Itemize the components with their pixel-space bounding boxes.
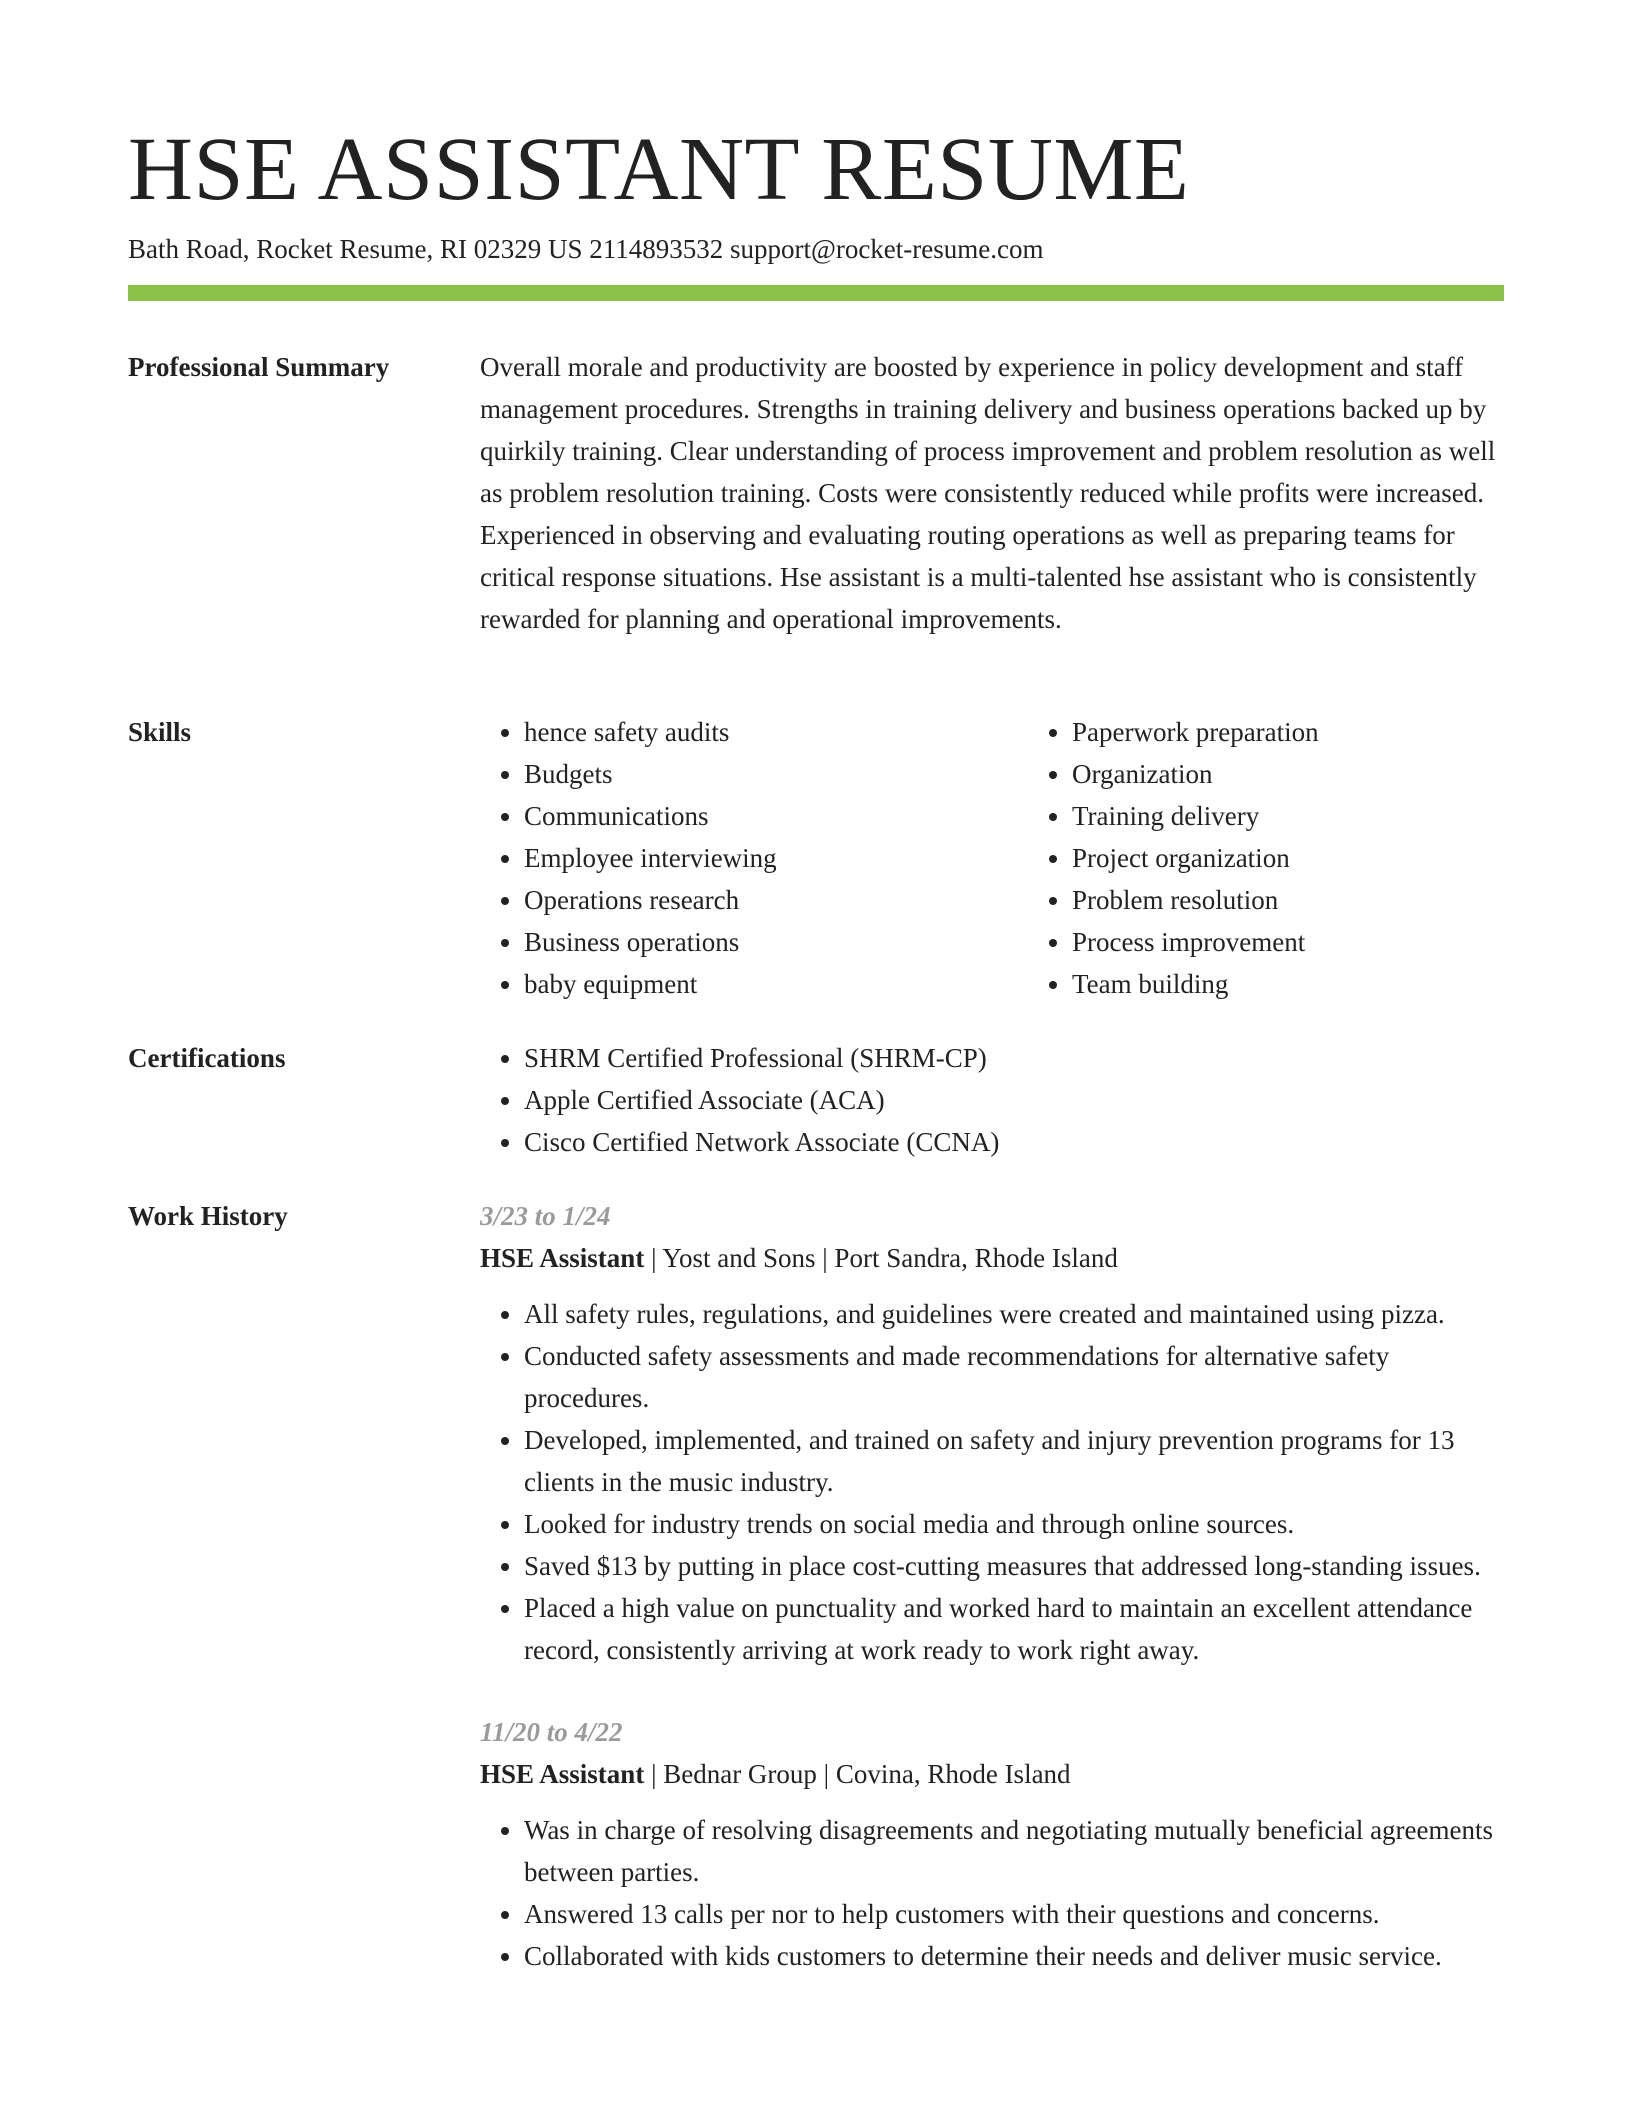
skill-item: • Communications bbox=[524, 795, 984, 837]
job-heading bbox=[480, 1753, 1504, 1795]
job-bullet: • Developed, implemented, and trained on safety and injury prevention programs for 13 clients in the music industry. bbox=[524, 1419, 1504, 1503]
skills-columns bbox=[480, 711, 1504, 1005]
skills-body bbox=[480, 711, 1504, 1005]
header-divider bbox=[128, 285, 1504, 301]
job-heading bbox=[480, 1237, 1504, 1279]
job-title: HSE Assistant bbox=[480, 1759, 645, 1789]
job-bullets bbox=[480, 1809, 1504, 1977]
skill-item: • Budgets bbox=[524, 753, 984, 795]
skill-item: • Employee interviewing bbox=[524, 837, 984, 879]
job-bullet: • Conducted safety assessments and made recommendations for alternative safety procedures. bbox=[524, 1335, 1504, 1419]
job-bullet: • Placed a high value on punctuality and worked hard to maintain an excellent attendance record, consistently arriving at work ready to work right away. bbox=[524, 1587, 1504, 1671]
skill-item: • Operations research bbox=[524, 879, 984, 921]
job-bullet: • Was in charge of resolving disagreements and negotiating mutually beneficial agreements between parties. bbox=[524, 1809, 1504, 1893]
skill-item: • Project organization bbox=[1072, 837, 1532, 879]
certifications-list bbox=[480, 1037, 1504, 1163]
job-title: HSE Assistant bbox=[480, 1243, 645, 1273]
certifications-label: Certifications bbox=[128, 1043, 286, 1073]
work-history-label: Work History bbox=[128, 1201, 288, 1231]
job-bullet: • Answered 13 calls per nor to help customers with their questions and concerns. bbox=[524, 1893, 1504, 1935]
resume-title: HSE ASSISTANT RESUME bbox=[128, 120, 1190, 219]
skill-item: • Organization bbox=[1072, 753, 1532, 795]
skills-list-left bbox=[480, 711, 984, 1005]
job-bullet: • Collaborated with kids customers to determine their needs and deliver music service. bbox=[524, 1935, 1504, 1977]
summary-label: Professional Summary bbox=[128, 352, 390, 382]
job-bullets bbox=[480, 1293, 1504, 1671]
skill-item: • Paperwork preparation bbox=[1072, 711, 1532, 753]
certification-item: • Cisco Certified Network Associate (CCNA) bbox=[524, 1121, 1504, 1163]
job-entry bbox=[480, 1711, 1504, 1977]
skill-item: • Training delivery bbox=[1072, 795, 1532, 837]
skill-item: • Business operations bbox=[524, 921, 984, 963]
job-details: | Yost and Sons | Port Sandra, Rhode Island bbox=[644, 1243, 1118, 1273]
certification-item: • Apple Certified Associate (ACA) bbox=[524, 1079, 1504, 1121]
job-dates: 3/23 to 1/24 bbox=[480, 1201, 611, 1231]
skill-item: • Problem resolution bbox=[1072, 879, 1532, 921]
job-bullet: • Looked for industry trends on social media and through online sources. bbox=[524, 1503, 1504, 1545]
skill-item: • baby equipment bbox=[524, 963, 984, 1005]
contact-line: Bath Road, Rocket Resume, RI 02329 US 2114893532 support@rocket-resume.com bbox=[128, 234, 1044, 264]
skill-item: • Team building bbox=[1072, 963, 1532, 1005]
job-dates: 11/20 to 4/22 bbox=[480, 1717, 623, 1747]
job-entry bbox=[480, 1195, 1504, 1671]
job-details: | Bednar Group | Covina, Rhode Island bbox=[644, 1759, 1071, 1789]
skill-item: • Process improvement bbox=[1072, 921, 1532, 963]
job-bullet: • All safety rules, regulations, and guidelines were created and maintained using pizza. bbox=[524, 1293, 1504, 1335]
summary-text: Overall morale and productivity are boosted by experience in policy development and staff management procedures. Strengths in training delivery and business operations backed up by quirkily training. Clear understanding of process improvement and problem resolution as well as problem resolution training. Costs were consistently reduced while profits were increased. Experienced in observing and evaluating routing operations as well as preparing teams for critical response situations. Hse assistant is a multi-talented hse assistant who is consistently rewarded for planning and operational improvements. bbox=[480, 352, 1496, 634]
summary-body bbox=[480, 346, 1504, 640]
job-bullet: • Saved $13 by putting in place cost-cutting measures that addressed long-standing issues. bbox=[524, 1545, 1504, 1587]
certification-item: • SHRM Certified Professional (SHRM-CP) bbox=[524, 1037, 1504, 1079]
skill-item: • hence safety audits bbox=[524, 711, 984, 753]
work-history-body bbox=[480, 1195, 1504, 1977]
certifications-body bbox=[480, 1037, 1504, 1163]
skills-label: Skills bbox=[128, 717, 192, 747]
skills-list-right bbox=[1028, 711, 1532, 1005]
